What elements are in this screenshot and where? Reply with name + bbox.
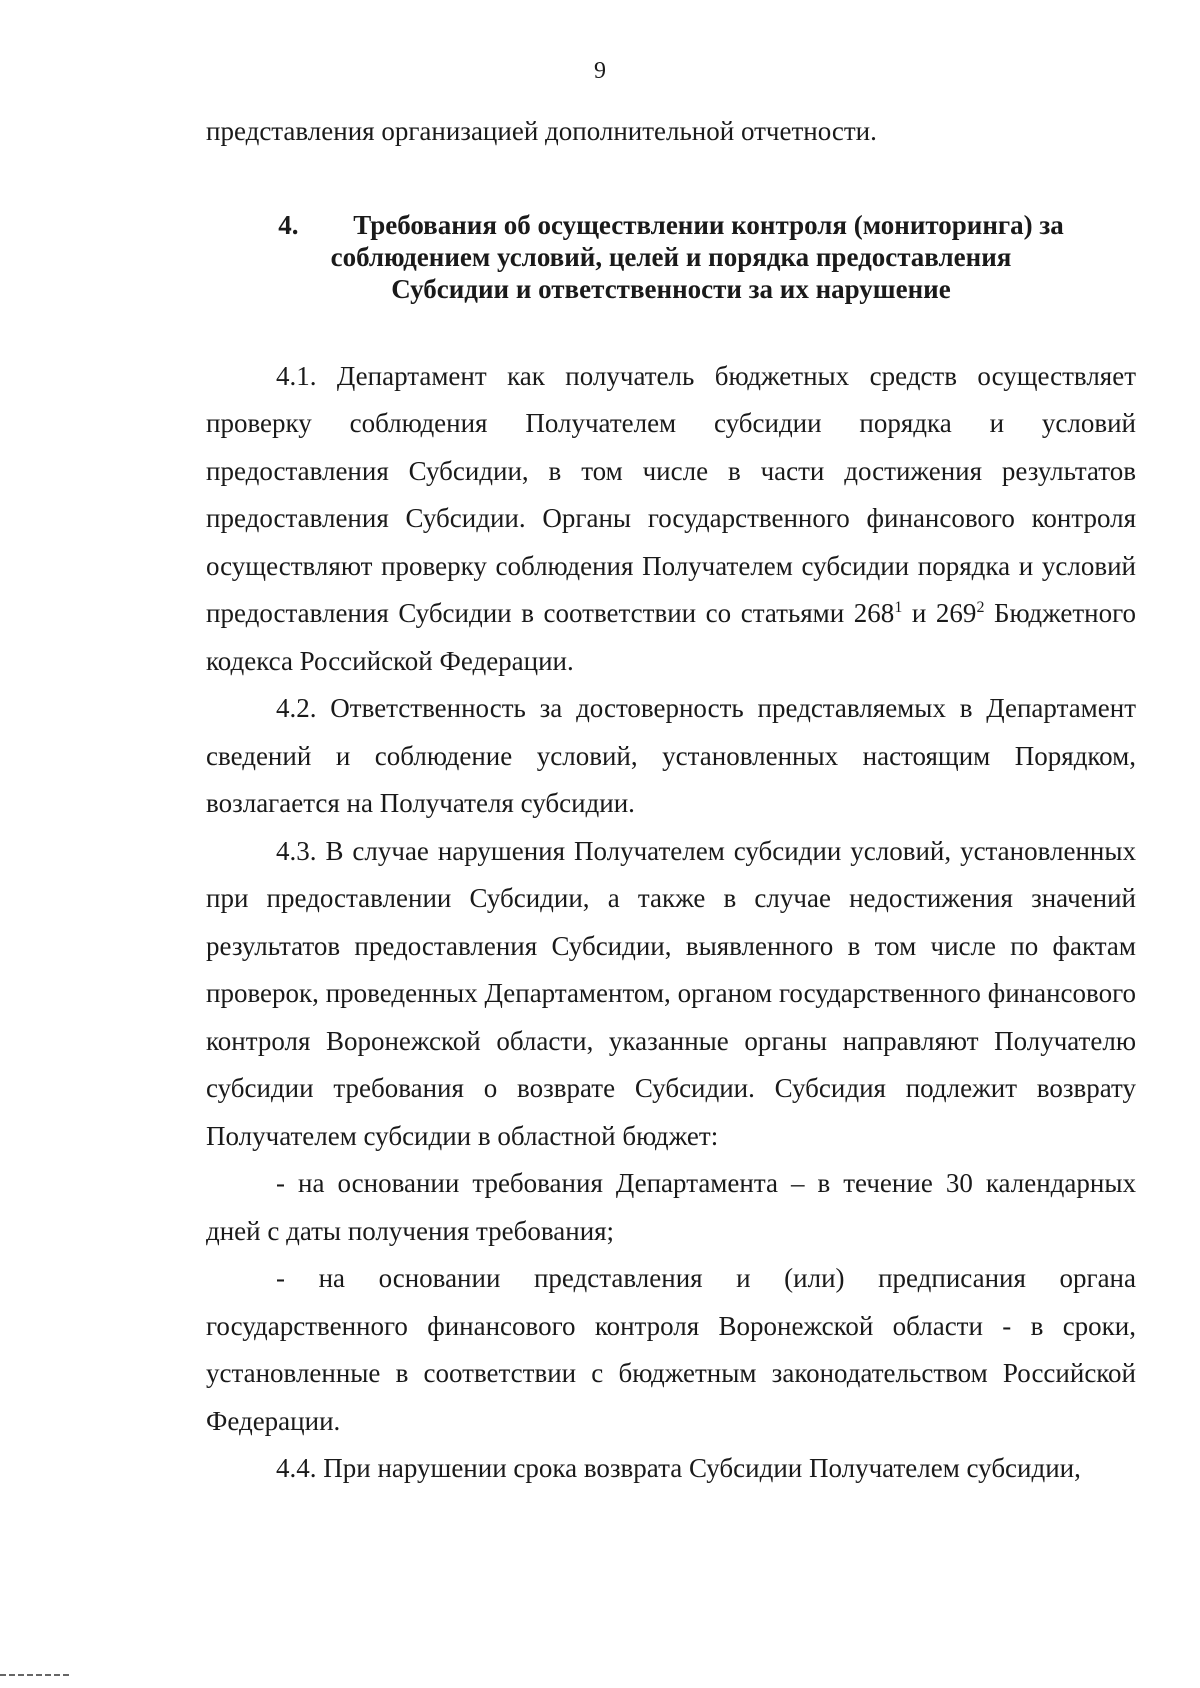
page-number: 9	[594, 58, 606, 84]
paragraph-4-4: 4.4. При нарушении срока возврата Субсидии Получателем субсидии,	[276, 1453, 1081, 1483]
paragraph-4-3: 4.3. В случае нарушения Получателем субсидии условий, установленных при предоставлении Субсидии, а также в случае недостижения значений результатов предоставления Субсидии, выявленного в том числе по фактам проверок, проведенных Департаментом, органом государственного финансового контроля Воронежской области, указанные органы направляют Получателю субсидии требования о возврате Субсидии. Субсидия подлежит возврату Получателем субсидии в областной бюджет:	[206, 835, 1136, 1151]
scan-edge-mark	[0, 1674, 70, 1676]
paragraph-4-3-item-1: - на основании требования Департамента – в течение 30 календарных дней с даты получения требования;	[206, 1168, 1136, 1246]
superscript-2: 2	[976, 599, 985, 616]
section-heading-line-2: соблюдением условий, целей и порядка предоставления	[330, 241, 1012, 272]
paragraph-4-1-text-a: 4.1. Департамент как получатель бюджетных средств осуществляет проверку соблюдения Получателем субсидии порядка и условий предоставления Субсидии, в том числе в части достижения результатов предоставления Субсидии. Органы государственного финансового контроля осуществляют проверку соблюдения Получателем субсидии порядка и условий предоставления Субсидии в соответствии со статьями 268	[206, 360, 1136, 628]
paragraph-4-2: 4.2. Ответственность за достоверность представляемых в Департамент сведений и соблюдение условий, установленных настоящим Порядком, возлагается на Получателя субсидии.	[206, 693, 1136, 818]
paragraph-4-1-text-b: и 269	[902, 598, 977, 628]
paragraph-4-1-text-c: Бюджетного кодекса Российской Федерации.	[206, 598, 1136, 676]
section-number: 4.	[278, 209, 299, 240]
paragraph-4-3-item-2: - на основании представления и (или) предписания органа государственного финансового контроля Воронежской области - в сроки, установленные в соответствии с бюджетным законодательством Российской Федерации.	[206, 1263, 1136, 1436]
paragraph-4-1	[206, 353, 1136, 686]
intro-line: представления организацией дополнительной отчетности.	[206, 116, 877, 146]
document-body	[206, 108, 1136, 1493]
section-heading-line-1	[206, 209, 1136, 241]
section-heading-line-3: Субсидии и ответственности за их нарушение	[391, 273, 951, 304]
section-heading	[206, 209, 1136, 305]
superscript-1: 1	[894, 599, 903, 616]
section-heading-text-1: Требования об осуществлении контроля (мониторинга) за	[353, 209, 1064, 240]
